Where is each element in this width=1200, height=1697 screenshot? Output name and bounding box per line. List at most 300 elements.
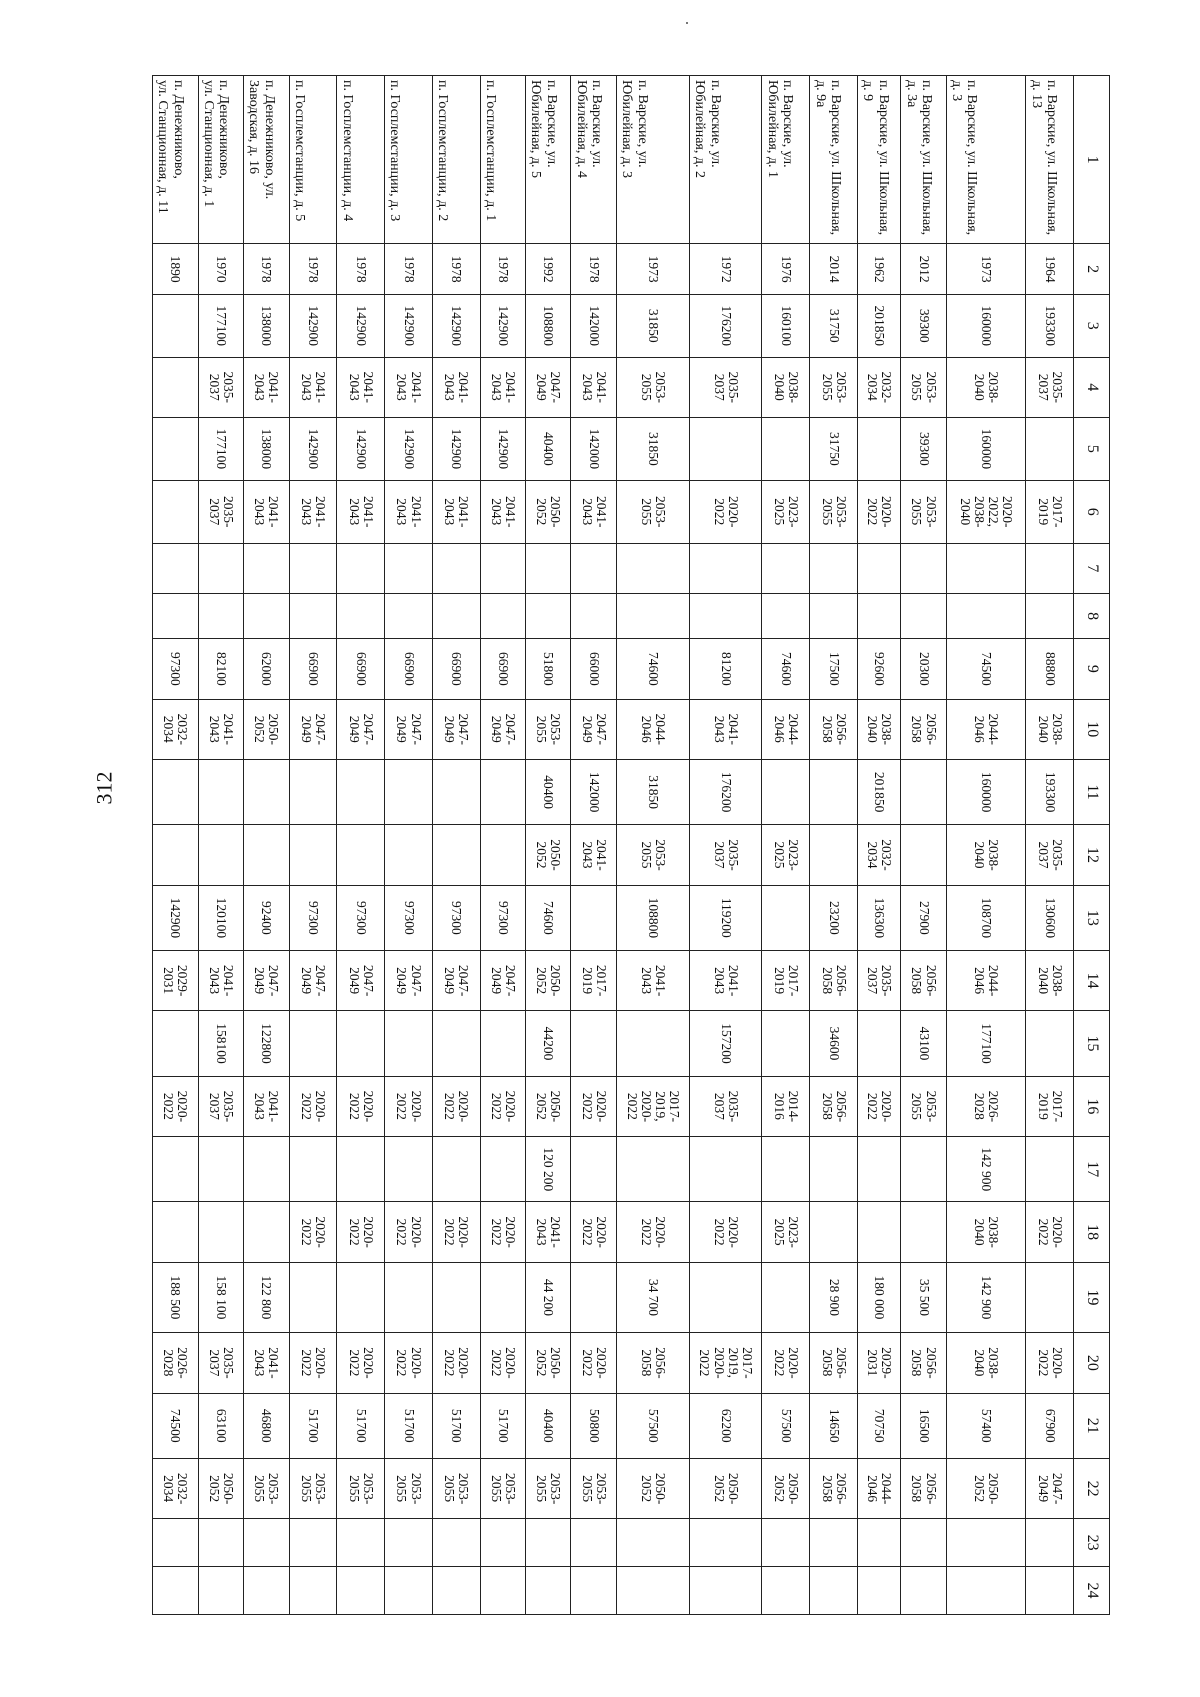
table-cell — [153, 825, 199, 885]
table-cell — [385, 543, 433, 593]
table-cell — [858, 1011, 901, 1076]
table-cell: 142900 — [337, 417, 385, 480]
table-cell: 2053- 2055 — [616, 825, 689, 885]
table-cell: 57500 — [616, 1393, 689, 1458]
table-cell — [858, 417, 901, 480]
table-cell: 51700 — [337, 1393, 385, 1458]
table-cell: 2041- 2043 — [385, 357, 433, 417]
table-cell: 2029- 2031 — [153, 951, 199, 1011]
table-cell: 108800 — [616, 885, 689, 950]
table-row — [901, 76, 946, 1615]
table-cell — [571, 1567, 616, 1615]
table-cell: 2050- 2052 — [689, 1458, 762, 1518]
table-cell: 31750 — [810, 417, 858, 480]
table-row — [432, 76, 480, 1615]
table-cell — [153, 759, 199, 824]
table-cell: 2020- 2022 — [385, 1333, 433, 1393]
table-cell — [480, 759, 525, 824]
table-row — [244, 76, 289, 1615]
table-cell — [946, 543, 1026, 593]
column-header: 24 — [1074, 1567, 1110, 1615]
table-cell: 2050- 2052 — [244, 699, 289, 759]
table-cell: 142900 — [385, 417, 433, 480]
table-cell — [762, 1137, 810, 1202]
table-cell: 2047- 2049 — [289, 951, 337, 1011]
column-header: 12 — [1074, 825, 1110, 885]
table-cell: 2020- 2022 — [1026, 1333, 1074, 1393]
table-cell: 2017- 2019, 2020- 2022 — [616, 1076, 689, 1136]
table-cell — [1026, 543, 1074, 593]
table-cell — [1026, 1567, 1074, 1615]
table-cell: 2053- 2055 — [901, 480, 946, 543]
table-cell — [153, 417, 199, 480]
table-cell — [571, 593, 616, 638]
table-cell — [198, 825, 243, 885]
table-cell: 142 900 — [946, 1262, 1026, 1332]
table-cell — [571, 885, 616, 950]
table-cell: 2014- 2016 — [762, 1076, 810, 1136]
table-cell: 2038- 2040 — [762, 357, 810, 417]
table-cell — [901, 1567, 946, 1615]
table-cell — [810, 1519, 858, 1567]
table-cell — [385, 825, 433, 885]
table-cell — [1026, 1519, 1074, 1567]
table-cell — [480, 1011, 525, 1076]
table-cell: 2020- 2022, 2038- 2040 — [946, 480, 1026, 543]
page-number: 312 — [91, 771, 117, 805]
table-cell: 1978 — [385, 244, 433, 294]
table-cell — [385, 1137, 433, 1202]
table-cell — [480, 593, 525, 638]
table-cell: 142900 — [289, 417, 337, 480]
table-cell — [244, 1567, 289, 1615]
table-cell: 2035- 2037 — [198, 1076, 243, 1136]
table-cell: 51700 — [432, 1393, 480, 1458]
table-cell: 138000 — [244, 417, 289, 480]
table-cell — [153, 1202, 199, 1262]
table-cell: 2020- 2022 — [571, 1202, 616, 1262]
table-cell: 2032- 2034 — [153, 1458, 199, 1518]
table-cell — [1026, 417, 1074, 480]
table-cell: 160100 — [762, 294, 810, 357]
table-cell: 120100 — [198, 885, 243, 950]
table-cell: 66000 — [571, 639, 616, 699]
table-cell: 2053- 2055 — [480, 1458, 525, 1518]
table-cell: 2023- 2025 — [762, 825, 810, 885]
table-cell: 2020- 2022 — [432, 1333, 480, 1393]
table-cell: 130600 — [1026, 885, 1074, 950]
table-cell: 1978 — [480, 244, 525, 294]
column-header: 4 — [1074, 357, 1110, 417]
table-cell — [198, 1567, 243, 1615]
table-cell: 2038- 2040 — [946, 357, 1026, 417]
table-cell — [289, 1567, 337, 1615]
table-cell: 2050- 2052 — [526, 825, 571, 885]
table-cell: 16500 — [901, 1393, 946, 1458]
address-cell: п. Варские, ул. Школьная, д. 3а — [901, 76, 946, 244]
table-cell — [289, 759, 337, 824]
header-row — [1074, 76, 1110, 1615]
table-cell — [289, 825, 337, 885]
table-cell: 2047- 2049 — [337, 699, 385, 759]
table-cell: 2044- 2046 — [858, 1458, 901, 1518]
table-cell: 66900 — [385, 639, 433, 699]
table-cell: 176200 — [689, 759, 762, 824]
table-row — [858, 76, 901, 1615]
table-cell: 57500 — [762, 1393, 810, 1458]
address-cell: п. Денежниково, ул. Заводская, д. 16 — [244, 76, 289, 244]
table-cell: 1962 — [858, 244, 901, 294]
table-cell: 2041- 2043 — [571, 357, 616, 417]
table-cell: 2041- 2043 — [385, 480, 433, 543]
column-header: 9 — [1074, 639, 1110, 699]
table-cell: 82100 — [198, 639, 243, 699]
table-cell: 1964 — [1026, 244, 1074, 294]
table-cell: 40400 — [526, 1393, 571, 1458]
table-cell: 2056- 2058 — [901, 1458, 946, 1518]
table-cell — [244, 1202, 289, 1262]
table-cell — [616, 1137, 689, 1202]
column-header: 17 — [1074, 1137, 1110, 1202]
table-cell: 160000 — [946, 759, 1026, 824]
table-cell: 142000 — [571, 759, 616, 824]
table-cell — [858, 1202, 901, 1262]
table-cell: 2056- 2058 — [616, 1333, 689, 1393]
scan-speck — [686, 22, 688, 24]
table-cell — [289, 1262, 337, 1332]
table-cell: 2050- 2052 — [526, 951, 571, 1011]
table-cell: 97300 — [153, 639, 199, 699]
table-cell: 2041- 2043 — [244, 1333, 289, 1393]
table-cell: 2050- 2052 — [198, 1458, 243, 1518]
table-cell — [901, 593, 946, 638]
table-cell: 2038- 2040 — [946, 1202, 1026, 1262]
table-cell — [901, 1202, 946, 1262]
table-cell: 97300 — [385, 885, 433, 950]
table-cell: 2023- 2025 — [762, 1202, 810, 1262]
table-row — [198, 76, 243, 1615]
table-cell: 31850 — [616, 294, 689, 357]
column-header: 21 — [1074, 1393, 1110, 1458]
table-cell — [689, 1567, 762, 1615]
table-cell — [762, 759, 810, 824]
table-cell: 176200 — [689, 294, 762, 357]
table-cell: 2041- 2043 — [432, 480, 480, 543]
table-cell: 27900 — [901, 885, 946, 950]
table-cell: 97300 — [432, 885, 480, 950]
table-cell — [689, 1137, 762, 1202]
table-cell: 2026- 2028 — [946, 1076, 1026, 1136]
table-cell: 2044- 2046 — [946, 699, 1026, 759]
table-cell: 142900 — [432, 294, 480, 357]
table-cell: 138000 — [244, 294, 289, 357]
table-cell: 1890 — [153, 244, 199, 294]
table-cell: 2053- 2055 — [526, 699, 571, 759]
table-cell: 2041- 2043 — [244, 480, 289, 543]
table-cell: 142900 — [385, 294, 433, 357]
table-cell: 2056- 2058 — [901, 1333, 946, 1393]
table-cell: 70750 — [858, 1393, 901, 1458]
table-cell — [480, 1137, 525, 1202]
table-row — [526, 76, 571, 1615]
table-cell — [244, 759, 289, 824]
table-cell — [810, 1202, 858, 1262]
address-cell: п. Госплемстанции, д. 2 — [432, 76, 480, 244]
table-cell: 2041- 2043 — [432, 357, 480, 417]
table-cell: 2053- 2055 — [337, 1458, 385, 1518]
column-header: 8 — [1074, 593, 1110, 638]
table-cell — [858, 593, 901, 638]
table-cell: 2041- 2043 — [480, 480, 525, 543]
table-cell — [1026, 1137, 1074, 1202]
table-cell: 2047- 2049 — [337, 951, 385, 1011]
table-cell: 142 900 — [946, 1137, 1026, 1202]
table-cell: 2020- 2022 — [480, 1333, 525, 1393]
table-cell — [432, 759, 480, 824]
table-cell — [480, 543, 525, 593]
table-cell — [432, 1519, 480, 1567]
table-row — [616, 76, 689, 1615]
table-cell — [198, 1519, 243, 1567]
address-cell: п. Госплемстанции, д. 1 — [480, 76, 525, 244]
table-cell: 2038- 2040 — [946, 825, 1026, 885]
table-cell — [901, 825, 946, 885]
table-cell — [762, 543, 810, 593]
table-cell — [337, 1567, 385, 1615]
table-cell: 2053- 2055 — [289, 1458, 337, 1518]
table-cell: 2041- 2043 — [198, 699, 243, 759]
table-cell: 62200 — [689, 1393, 762, 1458]
table-cell: 180 000 — [858, 1262, 901, 1332]
table-cell: 66900 — [480, 639, 525, 699]
table-cell — [337, 1262, 385, 1332]
table-cell: 2044- 2046 — [946, 951, 1026, 1011]
table-cell: 177100 — [198, 294, 243, 357]
table-cell: 2041- 2043 — [337, 480, 385, 543]
table-cell — [385, 759, 433, 824]
table-cell: 74500 — [153, 1393, 199, 1458]
table-cell: 2017- 2019 — [1026, 1076, 1074, 1136]
table-cell: 66900 — [337, 639, 385, 699]
table-cell: 2047- 2049 — [244, 951, 289, 1011]
table-cell — [762, 593, 810, 638]
table-cell: 119200 — [689, 885, 762, 950]
table-cell — [198, 1202, 243, 1262]
column-header: 19 — [1074, 1262, 1110, 1332]
table-cell: 2032- 2034 — [858, 825, 901, 885]
table-cell: 120 200 — [526, 1137, 571, 1202]
table-cell: 1973 — [616, 244, 689, 294]
column-header: 16 — [1074, 1076, 1110, 1136]
table-cell: 160000 — [946, 417, 1026, 480]
table-cell: 2053- 2055 — [571, 1458, 616, 1518]
address-cell: п. Варские, ул. Юбилейная, д. 1 — [762, 76, 810, 244]
table-cell: 2050- 2052 — [616, 1458, 689, 1518]
table-cell — [901, 759, 946, 824]
table-cell — [1026, 1011, 1074, 1076]
table-cell — [571, 1137, 616, 1202]
address-cell: п. Варские, ул. Юбилейная, д. 3 — [616, 76, 689, 244]
address-cell: п. Варские, ул. Юбилейная, д. 4 — [571, 76, 616, 244]
table-cell: 14650 — [810, 1393, 858, 1458]
table-cell — [810, 825, 858, 885]
table-cell: 136300 — [858, 885, 901, 950]
table-cell: 81200 — [689, 639, 762, 699]
table-row — [810, 76, 858, 1615]
table-cell: 201850 — [858, 294, 901, 357]
table-cell: 2041- 2043 — [244, 357, 289, 417]
table-cell: 2035- 2037 — [1026, 357, 1074, 417]
table-cell — [858, 1567, 901, 1615]
table-cell: 2026- 2028 — [153, 1333, 199, 1393]
table-cell — [244, 543, 289, 593]
table-cell: 2047- 2049 — [385, 951, 433, 1011]
table-cell — [385, 593, 433, 638]
table-cell: 46800 — [244, 1393, 289, 1458]
table-cell: 2056- 2058 — [810, 699, 858, 759]
table-cell: 2050- 2052 — [526, 1333, 571, 1393]
table-cell — [289, 1011, 337, 1076]
column-header: 5 — [1074, 417, 1110, 480]
table-cell: 43100 — [901, 1011, 946, 1076]
address-cell: п. Варские, ул. Школьная, д. 9а — [810, 76, 858, 244]
table-cell: 2041- 2043 — [571, 825, 616, 885]
table-cell — [762, 1262, 810, 1332]
table-cell: 193300 — [1026, 294, 1074, 357]
table-cell: 2047- 2049 — [571, 699, 616, 759]
table-row — [153, 76, 199, 1615]
table-cell: 67900 — [1026, 1393, 1074, 1458]
table-cell — [289, 1137, 337, 1202]
table-cell: 2020- 2022 — [337, 1333, 385, 1393]
column-header: 23 — [1074, 1519, 1110, 1567]
table-cell — [810, 759, 858, 824]
table-cell: 201850 — [858, 759, 901, 824]
table-cell: 66900 — [432, 639, 480, 699]
table-cell: 2041- 2043 — [689, 951, 762, 1011]
table-cell — [616, 1519, 689, 1567]
table-cell — [153, 1567, 199, 1615]
table-cell: 177100 — [946, 1011, 1026, 1076]
address-cell: п. Госплемстанции, д. 4 — [337, 76, 385, 244]
table-cell: 2041- 2043 — [289, 480, 337, 543]
table-cell: 44 200 — [526, 1262, 571, 1332]
table-cell: 2056- 2058 — [810, 1076, 858, 1136]
table-cell: 142900 — [480, 294, 525, 357]
table-cell — [385, 1011, 433, 1076]
table-cell — [337, 593, 385, 638]
table-cell — [198, 543, 243, 593]
table-cell — [337, 543, 385, 593]
column-header: 18 — [1074, 1202, 1110, 1262]
table-cell: 2053- 2055 — [616, 357, 689, 417]
table-cell: 142900 — [432, 417, 480, 480]
table-cell — [432, 1137, 480, 1202]
table-cell — [526, 593, 571, 638]
table-cell: 88800 — [1026, 639, 1074, 699]
table-cell: 2044- 2046 — [762, 699, 810, 759]
column-header: 7 — [1074, 543, 1110, 593]
table-cell — [571, 1519, 616, 1567]
column-header: 2 — [1074, 244, 1110, 294]
table-cell — [762, 417, 810, 480]
column-header: 13 — [1074, 885, 1110, 950]
table-cell: 39300 — [901, 294, 946, 357]
table-cell: 2020- 2022 — [289, 1202, 337, 1262]
table-cell — [762, 885, 810, 950]
table-cell: 2056- 2058 — [901, 699, 946, 759]
table-cell: 2056- 2058 — [810, 1333, 858, 1393]
table-cell — [153, 357, 199, 417]
table-cell: 74600 — [762, 639, 810, 699]
table-cell: 142900 — [480, 417, 525, 480]
table-cell — [946, 1567, 1026, 1615]
table-row — [946, 76, 1026, 1615]
table-cell: 2053- 2055 — [432, 1458, 480, 1518]
table-cell: 2014 — [810, 244, 858, 294]
table-cell — [198, 1137, 243, 1202]
table-cell: 2017- 2019, 2020- 2022 — [689, 1333, 762, 1393]
table-cell: 158100 — [198, 1011, 243, 1076]
address-cell: п. Денежниково, ул. Станционная, д. 1 — [198, 76, 243, 244]
table-cell — [289, 543, 337, 593]
table-cell: 1978 — [337, 244, 385, 294]
table-cell: 2035- 2037 — [1026, 825, 1074, 885]
table-cell: 2041- 2043 — [198, 951, 243, 1011]
table-cell: 2053- 2055 — [810, 480, 858, 543]
table-cell — [432, 593, 480, 638]
table-cell — [689, 1262, 762, 1332]
table-cell: 2020- 2022 — [689, 1202, 762, 1262]
table-cell: 2035- 2037 — [689, 825, 762, 885]
table-cell — [1026, 593, 1074, 638]
table-cell: 34 700 — [616, 1262, 689, 1332]
address-cell: п. Варские, ул. Школьная, д. 9 — [858, 76, 901, 244]
table-cell: 2035- 2037 — [858, 951, 901, 1011]
table-row — [762, 76, 810, 1615]
table-cell: 97300 — [289, 885, 337, 950]
table-cell: 2020- 2022 — [1026, 1202, 1074, 1262]
column-header: 14 — [1074, 951, 1110, 1011]
table-cell — [526, 1519, 571, 1567]
table-cell — [946, 1519, 1026, 1567]
table-cell: 2020- 2022 — [385, 1076, 433, 1136]
table-cell: 2053- 2055 — [616, 480, 689, 543]
table-cell: 1976 — [762, 244, 810, 294]
table-cell: 23200 — [810, 885, 858, 950]
table-cell — [616, 1011, 689, 1076]
table-cell: 2020- 2022 — [762, 1333, 810, 1393]
table-cell: 44200 — [526, 1011, 571, 1076]
table-cell — [480, 1567, 525, 1615]
table-cell — [762, 1567, 810, 1615]
table-cell: 2047- 2049 — [385, 699, 433, 759]
table-cell: 2053- 2055 — [901, 1076, 946, 1136]
table-cell — [385, 1519, 433, 1567]
table-cell: 2050- 2052 — [762, 1458, 810, 1518]
table-row — [480, 76, 525, 1615]
address-cell: п. Госплемстанции, д. 5 — [289, 76, 337, 244]
table-cell: 2053- 2055 — [810, 357, 858, 417]
table-cell: 2035- 2037 — [198, 480, 243, 543]
table-cell — [689, 417, 762, 480]
table-cell — [810, 543, 858, 593]
table-cell: 2047- 2049 — [432, 951, 480, 1011]
table-cell — [153, 593, 199, 638]
table-cell — [616, 543, 689, 593]
table-cell: 122800 — [244, 1011, 289, 1076]
table-cell — [337, 1137, 385, 1202]
